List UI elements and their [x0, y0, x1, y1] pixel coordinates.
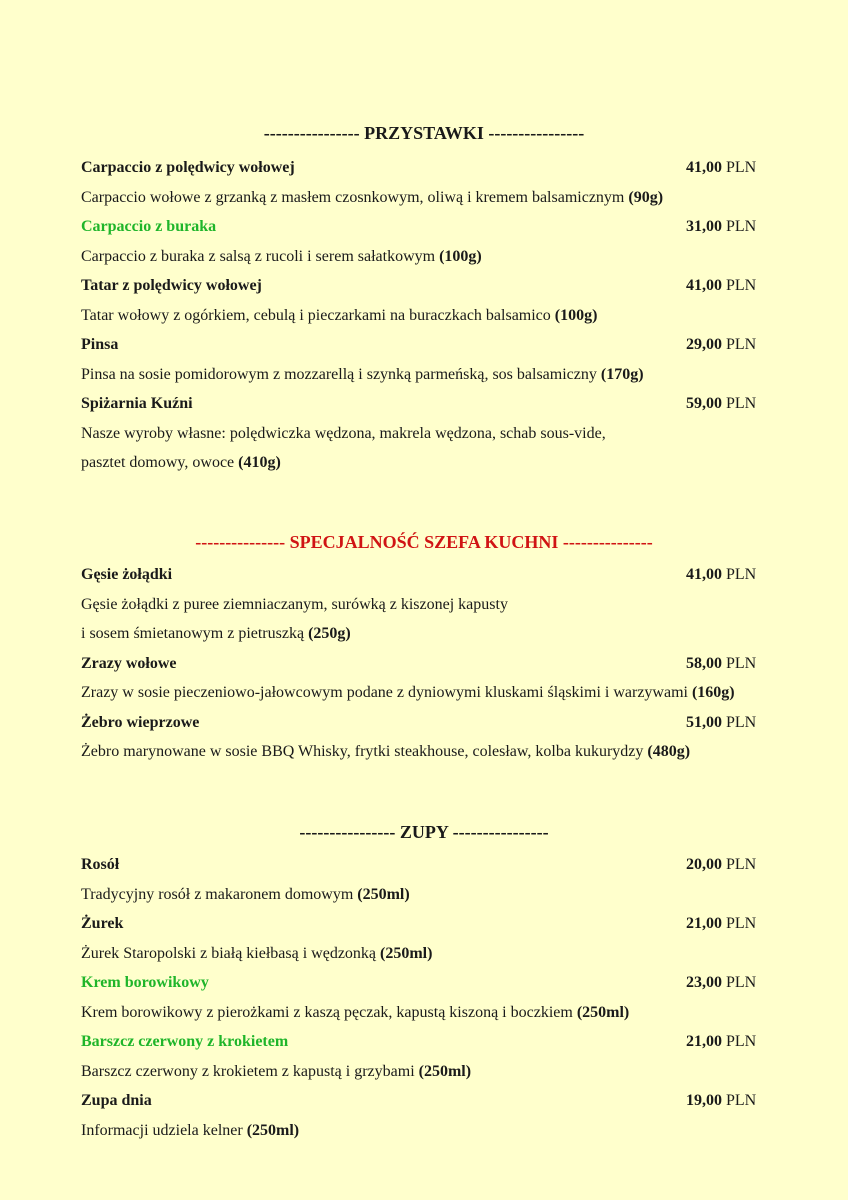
item-price: 19,00 PLN: [686, 1092, 757, 1109]
item-price: 31,00 PLN: [686, 218, 757, 235]
item-price: 21,00 PLN: [686, 1033, 757, 1050]
menu-item-name-row: [81, 708, 781, 738]
item-weight: (250ml): [576, 1003, 630, 1021]
menu-item-name-row: [81, 330, 781, 360]
section-heading: --------------- SPECJALNOŚĆ SZEFA KUCHNI ---------------: [195, 532, 653, 552]
item-price: 21,00 PLN: [686, 915, 757, 932]
item-price: 41,00 PLN: [686, 277, 757, 294]
item-name: Barszcz czerwony z krokietem: [81, 1033, 289, 1050]
item-weight: (90g): [628, 188, 664, 206]
item-name: Carpaccio z polędwicy wołowej: [81, 159, 295, 176]
section-heading: ---------------- PRZYSTAWKI ----------------: [263, 123, 585, 143]
item-description-continued: i sosem śmietanowym z pietruszką (250g): [81, 625, 351, 642]
menu-item-name-row: [81, 968, 781, 998]
item-description: Zrazy w sosie pieczeniowo-jałowcowym podane z dyniowymi kluskami śląskimi i warzywami (160g): [81, 684, 735, 701]
item-description: Pinsa na sosie pomidorowym z mozzarellą i szynką parmeńską, sos balsamiczny (170g): [81, 365, 644, 383]
item-price: 51,00 PLN: [686, 713, 757, 731]
item-description: Tatar wołowy z ogórkiem, cebulą i pieczarkami na buraczkach balsamico (100g): [81, 306, 598, 324]
item-weight: (250ml): [418, 1062, 472, 1080]
menu-item-name-row: [81, 909, 781, 939]
section-zupy: [81, 820, 781, 1145]
item-price: 23,00 PLN: [686, 974, 757, 991]
item-description: Gęsie żołądki z puree ziemniaczanym, surówką z kiszonej kapusty: [81, 595, 508, 613]
menu-item-name-row: [81, 389, 781, 419]
item-weight: (250g): [308, 625, 351, 642]
menu-item-name-row: [81, 153, 781, 183]
item-name: Spiżarnia Kuźni: [81, 395, 193, 412]
menu-item-name-row: [81, 560, 781, 590]
item-name: Pinsa: [81, 336, 119, 353]
item-weight: (250ml): [380, 944, 433, 962]
item-description: Barszcz czerwony z krokietem z kapustą i grzybami (250ml): [81, 1062, 472, 1080]
item-description: Carpaccio z buraka z salsą z rucoli i serem sałatkowym (100g): [81, 247, 482, 265]
item-description: Żurek Staropolski z białą kiełbasą i wędzonką (250ml): [81, 944, 433, 962]
item-description: Żebro marynowane w sosie BBQ Whisky, frytki steakhouse, colesław, kolba kukurydzy (480g): [81, 743, 691, 760]
section-specjalnosc-szefa-kuchni: [81, 530, 781, 767]
menu-item-name-row: [81, 649, 781, 679]
item-name: Zrazy wołowe: [81, 654, 177, 672]
item-description: Tradycyjny rosół z makaronem domowym (250ml): [81, 885, 410, 903]
section-przystawki: [81, 121, 781, 478]
item-description: Nasze wyroby własne: polędwiczka wędzona, makrela wędzona, schab sous-vide,: [81, 424, 606, 442]
item-name: Gęsie żołądki: [81, 566, 173, 583]
menu-item-name-row: [81, 1086, 781, 1116]
item-weight: (100g): [554, 306, 598, 324]
item-name: Zupa dnia: [81, 1092, 152, 1109]
item-weight: (480g): [647, 743, 691, 760]
item-name: Rosół: [81, 856, 120, 873]
menu-item-name-row: [81, 212, 781, 242]
menu-item-name-row: [81, 271, 781, 301]
item-name: Krem borowikowy: [81, 974, 209, 991]
menu-item-name-row: [81, 1027, 781, 1057]
item-description: Carpaccio wołowe z grzanką z masłem czosnkowym, oliwą i kremem balsamicznym (90g): [81, 188, 664, 206]
item-name: Żebro wieprzowe: [81, 713, 200, 731]
section-heading: ---------------- ZUPY ----------------: [299, 822, 549, 842]
item-price: 20,00 PLN: [686, 856, 757, 873]
item-name: Żurek: [81, 915, 124, 932]
menu-item-name-row: [81, 850, 781, 880]
item-description: Informacji udziela kelner (250ml): [81, 1121, 300, 1139]
item-name: Carpaccio z buraka: [81, 218, 217, 235]
item-name: Tatar z polędwicy wołowej: [81, 277, 262, 294]
item-weight: (170g): [600, 365, 644, 383]
item-description: Krem borowikowy z pierożkami z kaszą pęczak, kapustą kiszoną i boczkiem (250ml): [81, 1003, 630, 1021]
item-weight: (410g): [238, 454, 281, 471]
item-weight: (250ml): [357, 885, 410, 903]
item-price: 58,00 PLN: [686, 654, 757, 672]
item-price: 59,00 PLN: [686, 395, 757, 412]
item-price: 41,00 PLN: [686, 159, 757, 176]
item-price: 29,00 PLN: [686, 336, 757, 353]
item-weight: (100g): [439, 247, 482, 265]
item-description-continued: pasztet domowy, owoce (410g): [81, 454, 281, 471]
item-weight: (250ml): [246, 1121, 300, 1139]
item-price: 41,00 PLN: [686, 566, 757, 583]
item-weight: (160g): [691, 684, 735, 701]
